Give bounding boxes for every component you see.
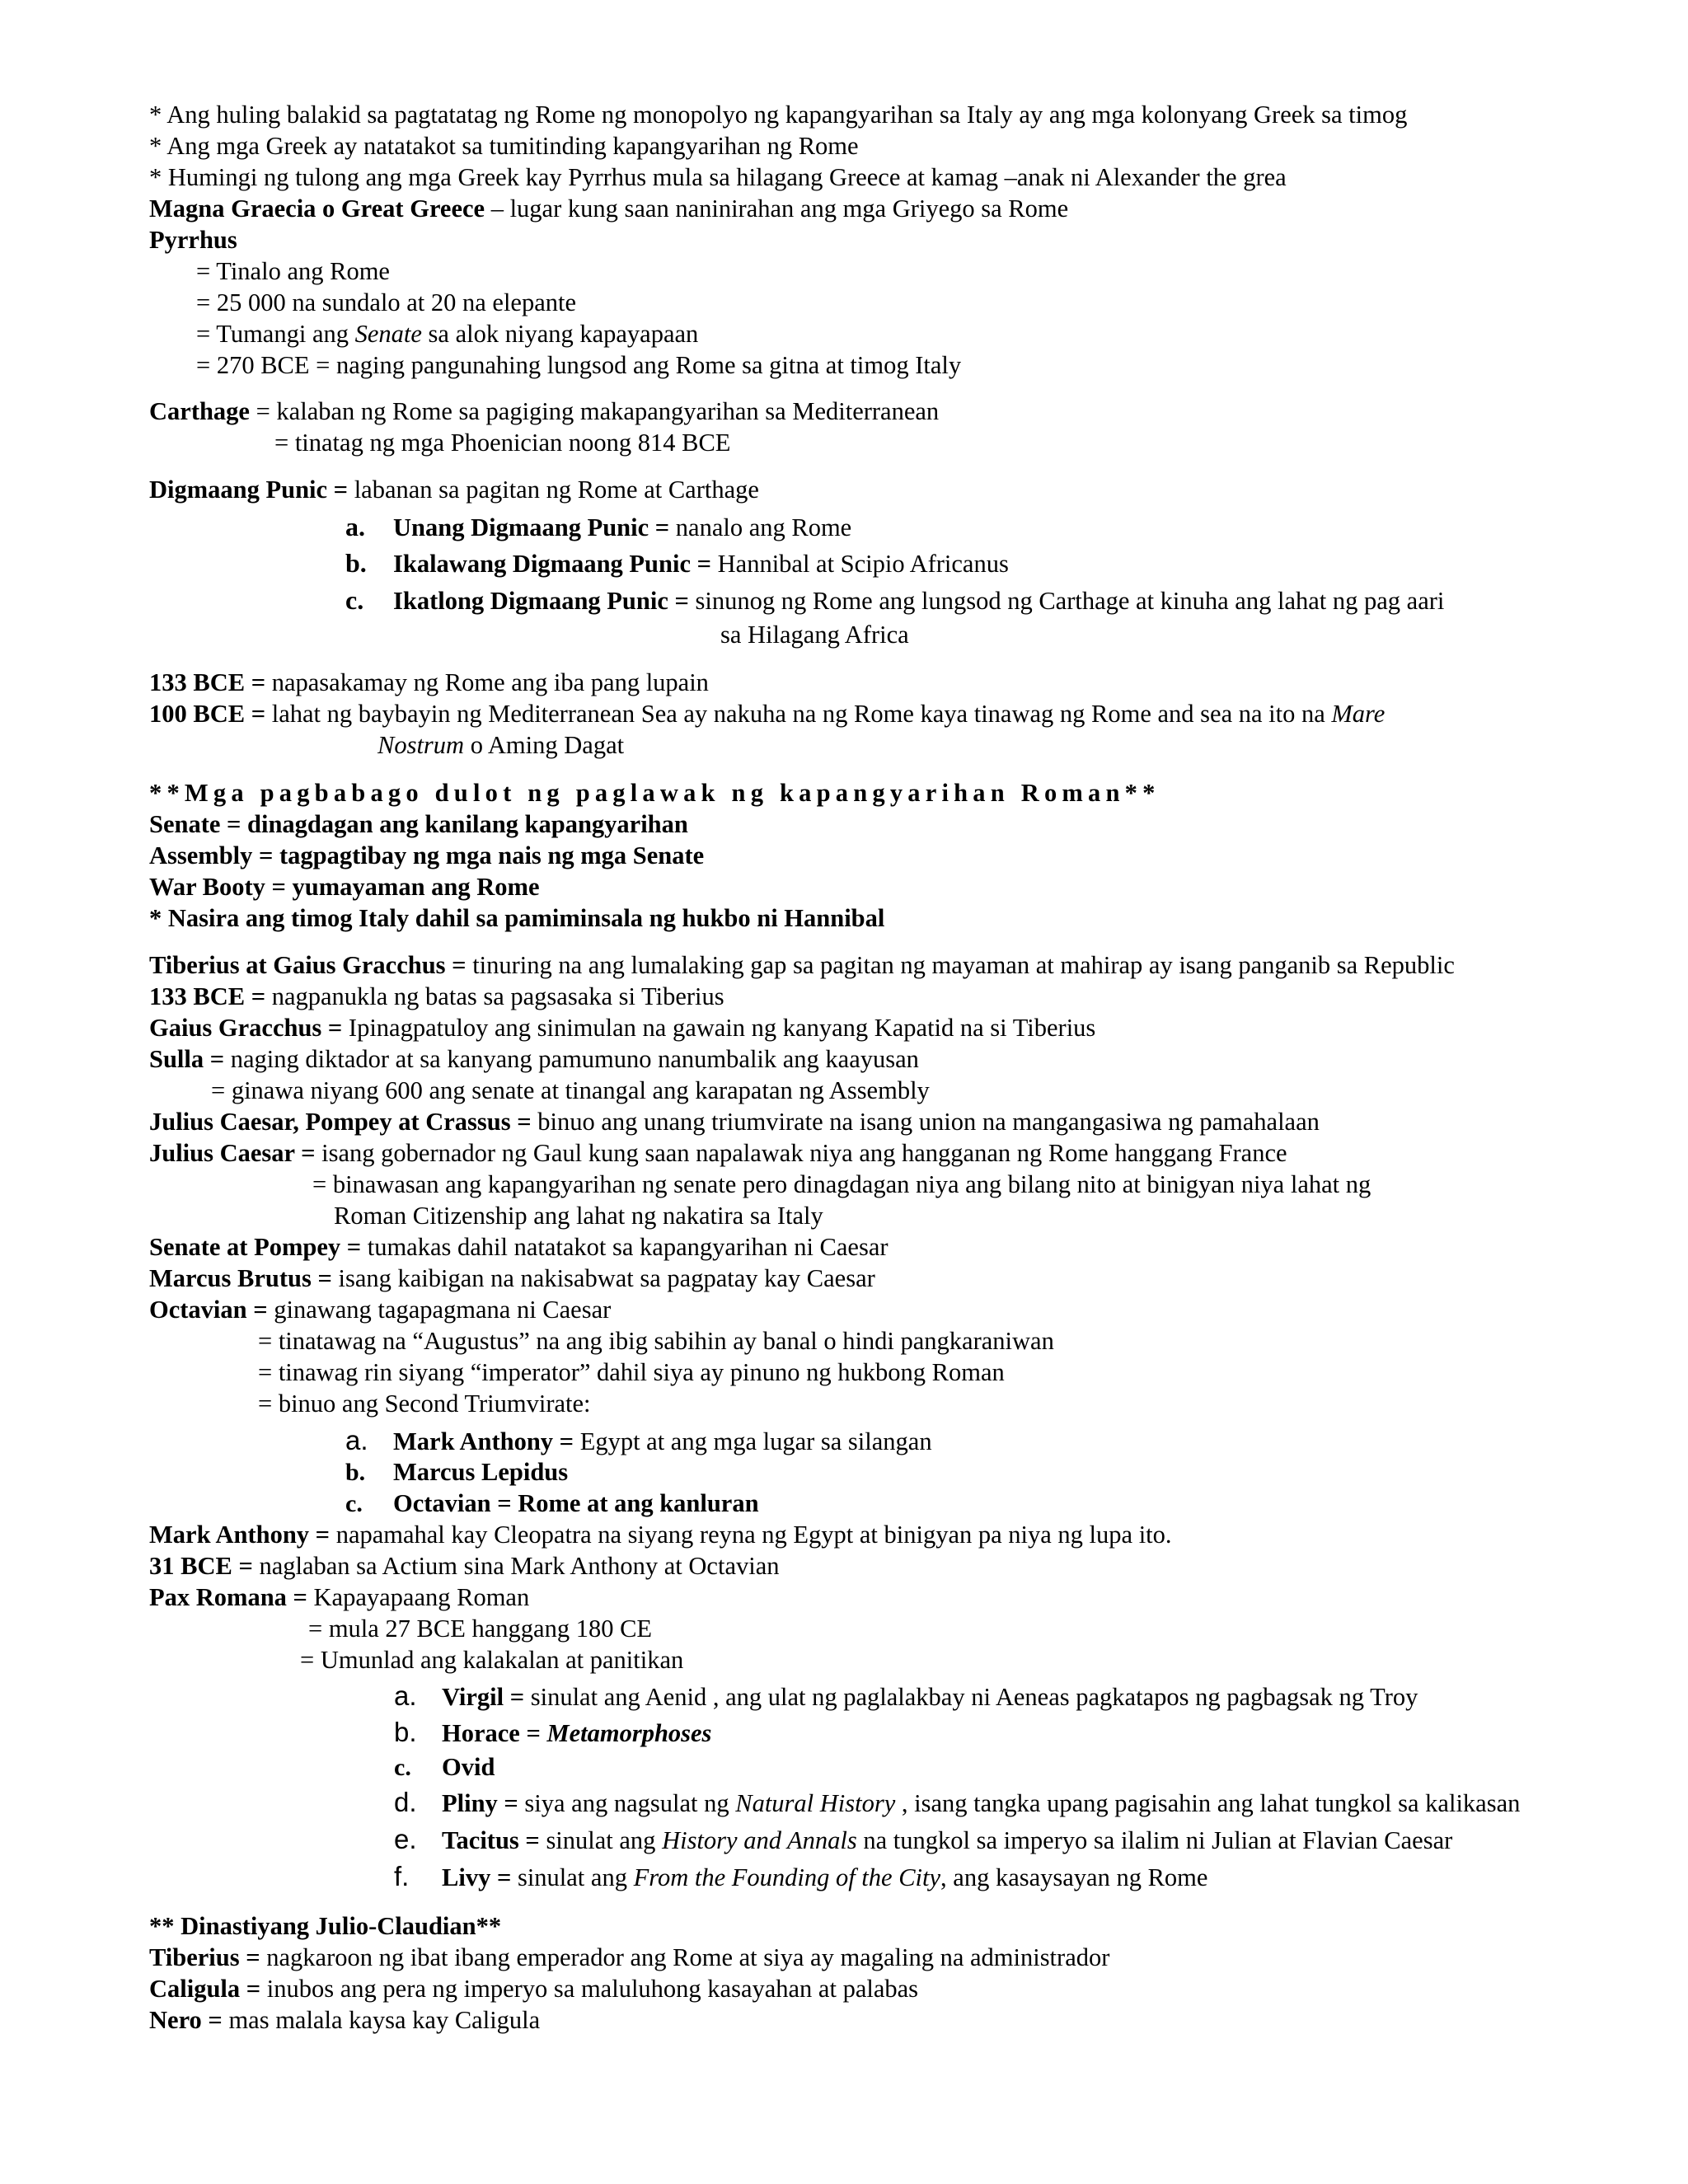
dynasty-heading: ** Dinastiyang Julio-Claudian** — [149, 1912, 502, 1940]
punic-war-line: Digmaang Punic = labanan sa pagitan ng Rome at Carthage — [149, 476, 759, 504]
first-triumvirate-line: Julius Caesar, Pompey at Crassus = binuo ang unang triumvirate na isang union na mangangasiwa ng pamahalaan — [149, 1108, 1320, 1136]
change-war-booty: War Booty = yumayaman ang Rome — [149, 873, 540, 901]
gracchi-line: Tiberius at Gaius Gracchus = tinuring na ang lumalaking gap sa pagitan ng mayaman at mahirap ay isang panganib sa Republic — [149, 951, 1455, 979]
pyrrhus-item-3: = Tumangi ang Senate sa alok niyang kapayapaan — [196, 320, 699, 348]
second-triumvirate-c: c. Octavian = Rome at ang kanluran — [345, 1489, 759, 1517]
senate-pompey-line: Senate at Pompey = tumakas dahil natatakot sa kapangyarihan ni Caesar — [149, 1233, 889, 1261]
second-triumvirate-b: b. Marcus Lepidus — [345, 1458, 569, 1486]
caesar-line-1: Julius Caesar = isang gobernador ng Gaul kung saan napalawak niya ang hangganan ng Rome hanggang France — [149, 1139, 1287, 1167]
changes-heading: **Mga pagbabago dulot ng paglawak ng kapangyarihan Roman** — [149, 779, 1160, 807]
change-south-italy: * Nasira ang timog Italy dahil sa pamiminsala ng hukbo ni Hannibal — [149, 904, 885, 932]
magna-graecia-line: Magna Graecia o Great Greece – lugar kung saan naninirahan ang mga Griyego sa Rome — [149, 194, 1069, 223]
pyrrhus-heading: Pyrrhus — [149, 226, 237, 254]
change-assembly: Assembly = tagpagtibay ng mga nais ng mga Senate — [149, 841, 705, 869]
nero-line: Nero = mas malala kaysa kay Caligula — [149, 2006, 541, 2034]
bce100-line-cont: Nostrum o Aming Dagat — [377, 731, 625, 759]
pyrrhus-item-2: = 25 000 na sundalo at 20 na elepante — [196, 288, 577, 316]
pax-romana-line-1: Pax Romana = Kapayapaang Roman — [149, 1583, 530, 1611]
brutus-line: Marcus Brutus = isang kaibigan na nakisabwat sa pagpatay kay Caesar — [149, 1264, 875, 1292]
literature-c: c. Ovid — [394, 1753, 495, 1781]
sulla-line: Sulla = naging diktador at sa kanyang pamumuno nanumbalik ang kaayusan — [149, 1045, 919, 1073]
intro-line-2: * Ang mga Greek ay natatakot sa tumitinding kapangyarihan ng Rome — [149, 132, 859, 160]
pax-romana-line-3: = Umunlad ang kalakalan at panitikan — [300, 1646, 684, 1674]
caesar-line-2: = binawasan ang kapangyarihan ng senate pero dinagdagan niya ang bilang nito at binigyan niya lahat ng — [312, 1170, 1372, 1198]
literature-b: b. Horace = Metamorphoses — [394, 1717, 712, 1747]
mark-anthony-line: Mark Anthony = napamahal kay Cleopatra na siyang reyna ng Egypt at binigyan pa niya ng lupa ito. — [149, 1521, 1172, 1549]
change-senate: Senate = dinagdagan ang kanilang kapangyarihan — [149, 810, 688, 838]
punic-item-a: a. Unang Digmaang Punic = nanalo ang Rome — [345, 512, 852, 541]
pyrrhus-item-4: = 270 BCE = naging pangunahing lungsod ang Rome sa gitna at timog Italy — [196, 351, 962, 379]
caesar-line-3: Roman Citizenship ang lahat ng nakatira sa Italy — [334, 1202, 823, 1230]
punic-item-c: c. Ikatlong Digmaang Punic = sinunog ng Rome ang lungsod ng Carthage at kinuha ang lahat ng pag aari — [345, 585, 1445, 615]
pyrrhus-item-1: = Tinalo ang Rome — [196, 257, 390, 285]
bce133-tiberius-line: 133 BCE = nagpanukla ng batas sa pagsasaka si Tiberius — [149, 982, 724, 1010]
octavian-line-4: = binuo ang Second Triumvirate: — [258, 1390, 591, 1418]
punic-item-c-cont: sa Hilagang Africa — [720, 621, 909, 649]
carthage-line-2: = tinatag ng mga Phoenician noong 814 BCE — [274, 429, 731, 457]
pax-romana-line-2: = mula 27 BCE hanggang 180 CE — [308, 1615, 653, 1643]
literature-d: d. Pliny = siya ang nagsulat ng Natural History , isang tangka upang pagisahin ang lahat tungkol sa kalikasan — [394, 1787, 1521, 1817]
intro-line-3: * Humingi ng tulong ang mga Greek kay Pyrrhus mula sa hilagang Greece at kamag –anak ni Alexander the grea — [149, 163, 1287, 191]
literature-f: f. Livy = sinulat ang From the Founding of the City, ang kasaysayan ng Rome — [394, 1861, 1208, 1891]
gaius-line: Gaius Gracchus = Ipinagpatuloy ang sinimulan na gawain ng kanyang Kapatid na si Tiberius — [149, 1014, 1096, 1042]
tiberius-line: Tiberius = nagkaroon ng ibat ibang emperador ang Rome at siya ay magaling na administrador — [149, 1943, 1110, 1971]
carthage-line-1: Carthage = kalaban ng Rome sa pagiging makapangyarihan sa Mediterranean — [149, 397, 940, 425]
octavian-line-2: = tinatawag na “Augustus” na ang ibig sabihin ay banal o hindi pangkaraniwan — [258, 1327, 1054, 1355]
bce100-line: 100 BCE = lahat ng baybayin ng Mediterranean Sea ay nakuha na ng Rome kaya tinawag ng Rome and sea na ito na Mare — [149, 700, 1386, 728]
literature-a: a. Virgil = sinulat ang Aenid , ang ulat ng paglalakbay ni Aeneas pagkatapos ng pagbagsak ng Troy — [394, 1680, 1418, 1711]
caligula-line: Caligula = inubos ang pera ng imperyo sa maluluhong kasayahan at palabas — [149, 1975, 919, 2003]
intro-line-1: * Ang huling balakid sa pagtatatag ng Rome ng monopolyo ng kapangyarihan sa Italy ay ang mga kolonyang Greek sa timog — [149, 101, 1408, 129]
bce31-line: 31 BCE = naglaban sa Actium sina Mark Anthony at Octavian — [149, 1552, 780, 1580]
punic-item-b: b. Ikalawang Digmaang Punic = Hannibal at Scipio Africanus — [345, 548, 1009, 578]
octavian-line-1: Octavian = ginawang tagapagmana ni Caesar — [149, 1296, 612, 1324]
sulla-line-2: = ginawa niyang 600 ang senate at tinangal ang karapatan ng Assembly — [211, 1076, 930, 1104]
second-triumvirate-a: a. Mark Anthony = Egypt at ang mga lugar sa silangan — [345, 1425, 932, 1455]
literature-e: e. Tacitus = sinulat ang History and Annals na tungkol sa imperyo sa ilalim ni Julian at Flavian Caesar — [394, 1824, 1453, 1854]
octavian-line-3: = tinawag rin siyang “imperator” dahil siya ay pinuno ng hukbong Roman — [258, 1358, 1005, 1386]
bce133-line: 133 BCE = napasakamay ng Rome ang iba pang lupain — [149, 668, 709, 696]
